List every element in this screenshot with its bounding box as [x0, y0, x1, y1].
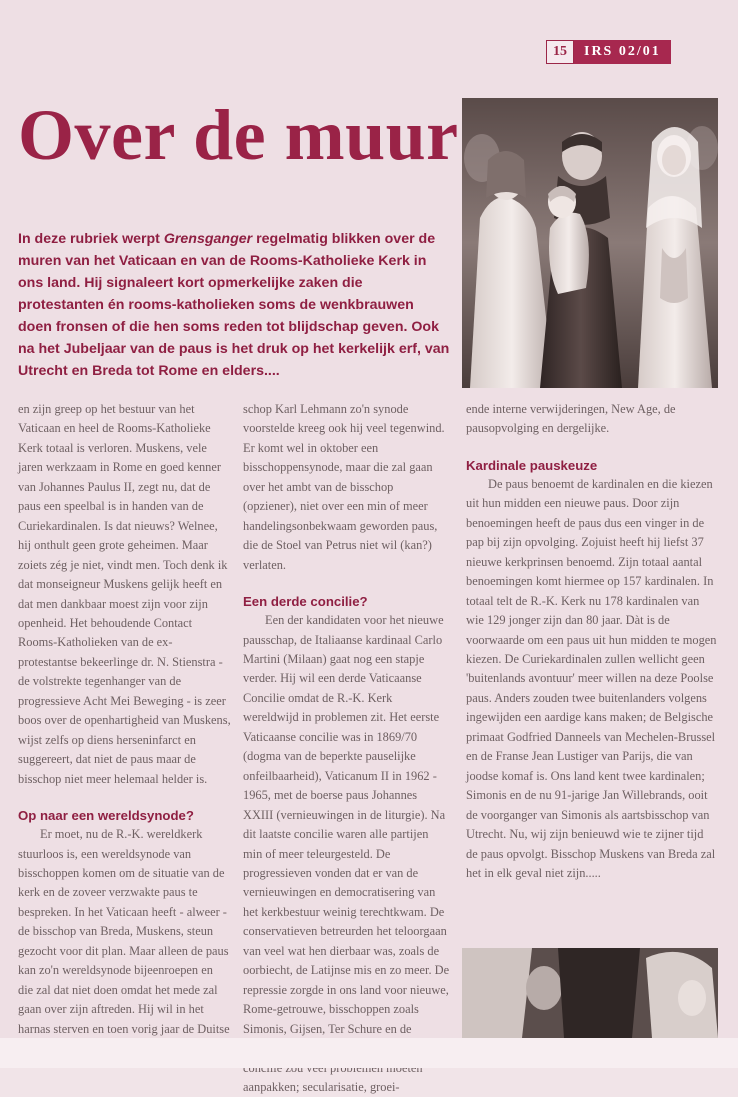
paragraph: en zijn greep op het bestuur van het Vaticaan en heel de Rooms-Katholieke Kerk totaal is verloren. Muskens, vele jaren werkzaam in Rome en goed kenner van Johannes Paulus II, zegt nu, dat de paus een speelbal is in handen van de Curiekardinalen. Is dat nieuws? Welnee, hij onthult geen grote geheimen. Maar zoiets zég je niet, vindt men. Toch denk ik dat monseigneur Muskens gelijk heeft en dat men dankbaar moest zijn voor zijn openheid. Het behoudende Contact Rooms-Katholieken van de ex-protestantse bekeerlinge dr. N. Stienstra - de volstrekte tegenhanger van de progressieve Acht Mei Beweging - is zeer boos over de openhartigheid van Muskens, wijst zelfs op diens herseninfarct en suggereert, dat niet de paus maar de bisschop niet meer helemaal helder is. — [18, 402, 231, 786]
paragraph: Er moet, nu de R.-K. wereldkerk stuurloos is, een wereldsynode van bisschoppen komen om de situatie van de kerk en de zoveer verzwakte paus te bespreken. In het Vaticaan heeft - alweer - de bisschop van Breda, Muskens, steun gezocht voor dit plan. Maar alleen de paus kan zo'n wereldsynode bijeenroepen en die zal dat niet doen omdat het mede zal gaan over zijn aftreden. Hij wil in het harnas sterven en toen vorig jaar de Duitse — [18, 827, 230, 1036]
page-marker — [546, 40, 671, 64]
subheading-kardinale-pauskeuze: Kardinale pauskeuze — [466, 457, 598, 473]
column-3 — [466, 400, 718, 883]
paragraph: De paus benoemt de kardinalen en die kiezen uit hun midden een nieuwe paus. Door zijn benoemingen heeft de paus dus een vinger in de pap bij zijn opvolging. Zojuist heeft hij liefst 37 nieuwe kerkprinsen benoemd. Zijn totaal aantal benoemingen komt hiermee op 157 kardinalen. In totaal telt de R.-K. Kerk nu 178 kardinalen van wie 129 jonger zijn dan 80 jaar. Dàt is de voorwaarde om een paus uit hun midden te mogen kiezen. De Curiekardinalen zullen wellicht geen 'buitenlands avontuur' meer willen na deze Poolse paus. Anders zouden twee buitenlanders volgens ingewijden een aardige kans maken; de Belgische primaat Godfried Danneels van Mechelen-Brussel en de Franse Jean Lustiger van Parijs, die van joodse komaf is. Ons land kent twee kardinalen; Simonis en de nu 91-jarige Jan Willebrands, ooit de voorganger van Simonis als aartsbisschop van Utrecht. Nu, wij zijn benieuwd wie te zijner tijd de paus opvolgt. Bisschop Muskens van Breda zal het in elk geval niet zijn..... — [466, 476, 717, 880]
subheading-wereldsynode: Op naar een wereldsynode? — [18, 808, 194, 824]
column-1 — [18, 400, 231, 1059]
statues-illustration — [462, 98, 718, 388]
bottom-photo — [462, 948, 718, 1038]
paragraph: Een der kandidaten voor het nieuwe pausschap, de Italiaanse kardinaal Carlo Martini (Milaan) gaat nog een stapje verder. Hij wil een derde Vaticaanse Concilie omdat de R.-K. Kerk wereldwijd in problemen zit. Het eerste Vaticaanse concilie was in 1869/70 (dogma van de beperkte pauselijke onfeilbaarheid), Vaticanum II in 1962 - 1965, met de boerse paus Johannes XXIII (vernieuwingen in de liturgie). Na dit laatste concilie waren alle partijen min of meer teleurgesteld. De progressieven vonden dat er van de vernieuwingen en democratisering van het kerkbestuur weinig terechtkwam. De conservatieven betreurden het teloorgaan van veel wat hen dierbaar was, zoals de oorbiecht, de Latijnse mis en zo meer. De repressie zorgde in ons land voor nieuwe, Rome-getrouwe, bisschoppen zoals Simonis, Gijsen, Ter Schure en de aanpakken; secularisatie, groei- — [243, 613, 450, 1094]
page-bottom-margin — [0, 1038, 738, 1068]
article-title: Over de muur — [18, 95, 459, 175]
intro-text-start: In deze rubriek werpt — [18, 231, 164, 247]
paragraph: schop Karl Lehmann zo'n synode voorstelde kreeg ook hij veel tegenwind. Er komt wel in oktober een bisschoppensynode, maar die zal gaan over het ambt van de bisschop (opziener), niet over een min of meer handelingsonbekwaam geworden paus, die de Stoel van Petrus niet wil (kan?) verlaten. — [243, 402, 445, 572]
column-2 — [243, 400, 450, 1097]
intro-paragraph — [18, 228, 450, 382]
paragraph: ende interne verwijderingen, New Age, de pausopvolging en dergelijke. — [466, 402, 676, 436]
subheading-derde-concilie: Een derde concilie? — [243, 594, 368, 610]
page-number: 15 — [546, 40, 574, 64]
intro-text-end: regelmatig blikken over de muren van het Vaticaan en van de Rooms-Katholieke Kerk in ons land. Hij signaleert kort opmerkelijke zaken die protestanten én rooms-katholieken soms de wenkbrauwen doen fronsen of die hen soms reden tot blijdschap geven. Ook na het Jubeljaar van de paus is het druk op het kerkelijk erf, van Utrecht en Breda tot Rome en elders.... — [18, 231, 450, 379]
issue-label: IRS 02/01 — [574, 40, 671, 64]
magazine-name: Grensganger — [163, 231, 253, 247]
statues-photo — [462, 98, 718, 388]
bottom-photo-illustration — [462, 948, 718, 1038]
